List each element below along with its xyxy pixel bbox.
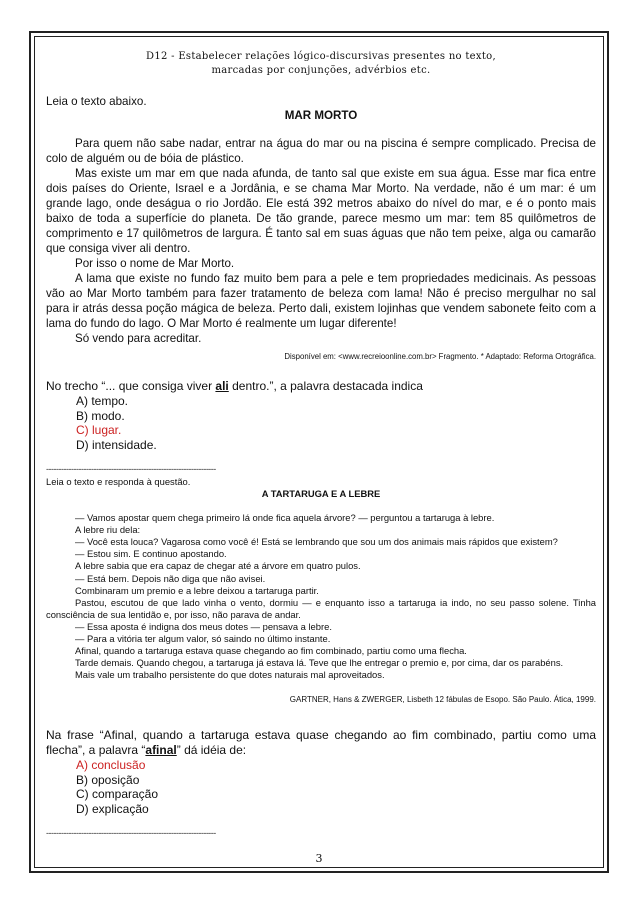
question1-highlight: ali [215, 379, 229, 393]
page-number: 3 [315, 852, 323, 865]
question2-stem-after: ” dá idéia de: [176, 743, 247, 758]
question1-option-c[interactable]: C) lugar. [76, 423, 122, 437]
text1-paragraph: Para quem não sabe nadar, entrar na água do mar ou na piscina é sempre complicado. Precisa de colo de alguém ou de bóia de plástico. [46, 137, 596, 165]
text2-line: — Essa aposta é indigna dos meus dotes — pensava a lebre. [75, 620, 332, 632]
text2-line: — Está bem. Depois não diga que não avisei. [75, 572, 266, 584]
text2-line: Tarde demais. Quando chegou, a tartaruga já estava lá. Teve que lhe entregar o premio e, por cima, dar os parabéns. [75, 657, 564, 669]
question1-stem-after: dentro.”, a palavra destacada indica [228, 379, 423, 393]
section-separator: -------------------------------------------------------------------- [46, 464, 216, 474]
descriptor-header [46, 50, 596, 78]
question1-stem-before: No trecho “... que consiga viver [46, 379, 216, 393]
question1-option-d[interactable]: D) intensidade. [76, 437, 157, 452]
text2-line: Afinal, quando a tartaruga estava quase chegando ao fim combinado, partiu como uma flecha. [75, 645, 467, 657]
question1-option-b[interactable]: B) modo. [76, 408, 125, 423]
question2-stem [46, 728, 596, 758]
text2-title: A TARTARUGA E A LEBRE [261, 488, 381, 500]
question1-option-a[interactable]: A) tempo. [76, 394, 129, 408]
header-line-2: marcadas por conjunções, advérbios etc. [211, 65, 431, 76]
text2-line: Mais vale um trabalho persistente do que dotes naturais mal aproveitados. [75, 669, 385, 681]
text1-paragraph: Por isso o nome de Mar Morto. [75, 257, 235, 270]
text1-source: Disponível em: <www.recreioonline.com.br> Fragmento. * Adaptado: Reforma Ortográfica. [284, 352, 596, 361]
text2-line: — Estou sim. E continuo apostando. [75, 548, 227, 560]
text2-source: GARTNER, Hans & ZWERGER, Lisbeth 12 fábulas de Esopo. São Paulo. Ática, 1999. [289, 695, 596, 705]
question2-highlight: afinal [145, 743, 177, 758]
text1-paragraph: Mas existe um mar em que nada afunda, de tanto sal que existe em sua água. Esse mar fica entre dois países do Oriente, Israel e a Jordânia, e se chama Mar Morto. Na verdade, não é um mar: é um grande lago, onde deságua o rio Jordão. Ele está 392 metros abaixo do nível do mar, e é o ponto mais baixo de toda a superfície do planeta. De tão grande, parece mesmo um mar: tem 85 quilômetros de comprimento e 17 quilômetros de largura. É tanto sal em suas águas que não tem peixe, alga ou camarão que consiga viver ali dentro. [46, 167, 596, 255]
text1-paragraph: Só vendo para acreditar. [75, 332, 202, 345]
text1-title: MAR MORTO [284, 109, 358, 122]
text2-line: A lebre riu dela: [75, 524, 141, 536]
text2-line: A lebre sabia que era capaz de chegar até a árvore em quatro pulos. [75, 560, 361, 572]
header-line-1: D12 - Estabelecer relações lógico-discursivas presentes no texto, [146, 51, 496, 62]
text2-body [46, 512, 596, 681]
question2-option-d[interactable]: D) explicação [76, 801, 149, 816]
text2-line: — Para a vitória ter algum valor, só saindo no último instante. [75, 633, 331, 645]
question1-stem [46, 379, 596, 394]
question2-stem-before: Na frase “Afinal, quando a tartaruga estava quase chegando ao fim combinado, partiu como uma flecha”, a palavra “ [46, 728, 596, 758]
section-separator-bottom: -------------------------------------------------------------------- [46, 828, 216, 839]
text1-intro: Leia o texto abaixo. [46, 95, 147, 108]
text2-line: Combinaram um premio e a lebre deixou a tartaruga partir. [75, 584, 319, 596]
text2-line: — Você esta louca? Vagarosa como você é! Está se lembrando que sou um dos animais mais rápidos que existem? [75, 536, 558, 548]
text2-line: Pastou, escutou de que lado vinha o vento, dormiu — e enquanto isso a tartaruga ia indo, no seu passo solene. Tinha consciência de sua lentidão e, por isso, não parava de andar. [46, 596, 596, 620]
question2-option-c[interactable]: C) comparação [76, 787, 159, 802]
page-content [46, 50, 596, 838]
text2-intro: Leia o texto e responda à questão. [46, 476, 191, 487]
question2-option-a[interactable]: A) conclusão [76, 758, 146, 773]
text1-paragraph: A lama que existe no fundo faz muito bem para a pele e tem propriedades medicinais. As pessoas vão ao Mar Morto também para fazer tratamento de beleza com lama! Não é preciso mergulhar no sal para ir atrás dessa poção mágica de beleza. Perto dali, existem lojinhas que vendem sabonete feito com a lama do fundo do lago. O Mar Morto é realmente um lugar diferente! [46, 272, 596, 330]
question2-option-b[interactable]: B) oposição [76, 772, 140, 787]
text2-line: — Vamos apostar quem chega primeiro lá onde fica aquela árvore? — perguntou a tartaruga à lebre. [75, 512, 495, 524]
